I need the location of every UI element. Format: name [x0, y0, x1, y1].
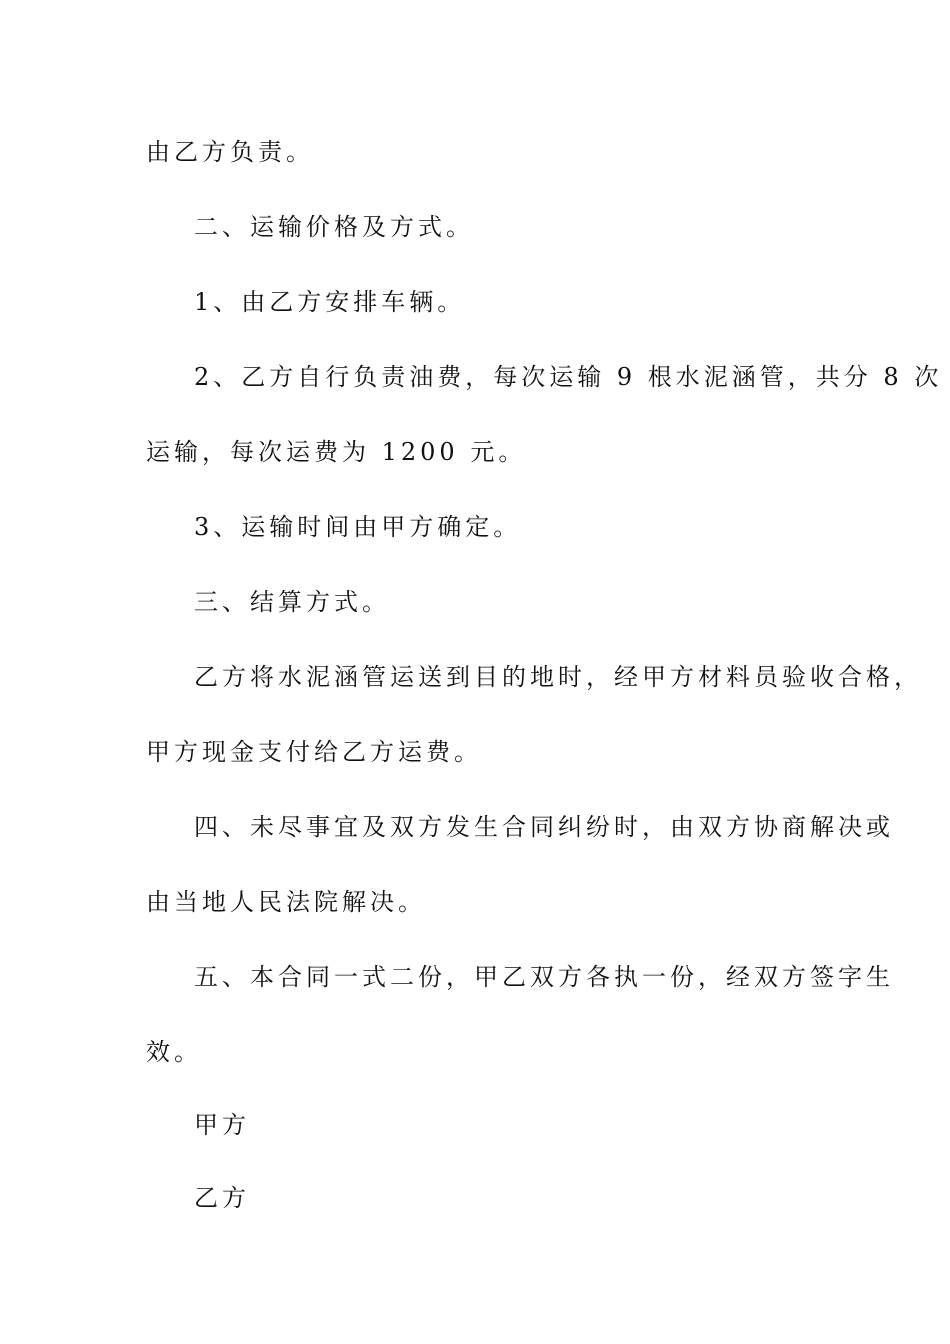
clause-line: 2、乙方自行负责油费，每次运输 9 根水泥涵管，共分 8 次 — [194, 363, 943, 391]
text-line: 甲方现金支付给乙方运费。 — [146, 738, 482, 766]
section-heading-transport-price: 二、运输价格及方式。 — [194, 213, 474, 241]
text-line: 由当地人民法院解决。 — [146, 888, 426, 916]
text-line: 由乙方负责。 — [146, 138, 314, 166]
text-line: 效。 — [146, 1038, 202, 1066]
clause-line: 3、运输时间由甲方确定。 — [194, 513, 522, 541]
clause-line: 1、由乙方安排车辆。 — [194, 288, 466, 316]
party-b-label: 乙方 — [194, 1184, 250, 1212]
section-heading-disputes: 四、未尽事宜及双方发生合同纠纷时，由双方协商解决或 — [194, 813, 894, 841]
clause-line: 乙方将水泥涵管运送到目的地时，经甲方材料员验收合格， — [194, 663, 922, 691]
party-a-label: 甲方 — [194, 1111, 250, 1139]
section-heading-copies: 五、本合同一式二份，甲乙双方各执一份，经双方签字生 — [194, 963, 894, 991]
text-line: 运输，每次运费为 1200 元。 — [146, 438, 527, 466]
section-heading-settlement: 三、结算方式。 — [194, 588, 390, 616]
